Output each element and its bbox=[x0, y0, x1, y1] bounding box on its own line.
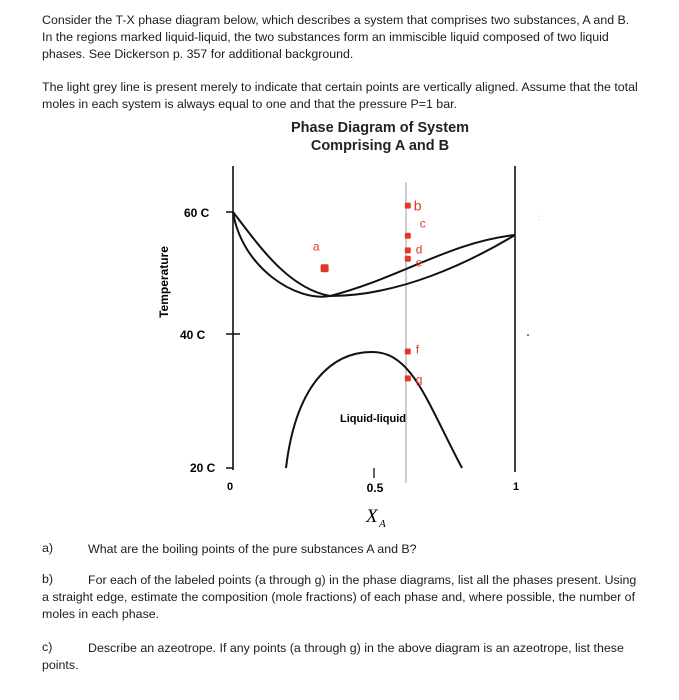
point-b-label: b bbox=[413, 197, 422, 214]
x-tick-label-05: 0.5 bbox=[366, 481, 384, 495]
point-g-marker bbox=[405, 375, 411, 381]
point-e-marker bbox=[405, 256, 411, 262]
x-axis-label: X bbox=[366, 506, 378, 527]
point-d-marker bbox=[405, 247, 411, 253]
point-c-label: c bbox=[419, 216, 426, 231]
y-tick-label-60: 60 C bbox=[184, 206, 210, 220]
x-axis-label-subscript: A bbox=[379, 518, 386, 530]
question-b-label: b) bbox=[42, 572, 54, 586]
point-c-marker bbox=[405, 233, 411, 239]
x-tick-label-0: 0 bbox=[226, 481, 234, 493]
point-g-label: g bbox=[415, 372, 423, 387]
point-a-marker bbox=[321, 264, 329, 272]
lower-left-curve bbox=[233, 212, 330, 297]
tick-mark-small: : bbox=[538, 213, 541, 222]
question-c-label: c) bbox=[42, 640, 53, 654]
question-c-text: Describe an azeotrope. If any points (a through g) in the above diagram is an azeotrope, list these points. bbox=[42, 641, 624, 672]
question-b-text: For each of the labeled points (a through g) in the phase diagrams, list all the phases present. Using a straight edge, estimate the composition (mole fractions) of each phase and, where possible, the number of moles in each phase. bbox=[42, 573, 637, 621]
upper-right-curve bbox=[330, 235, 515, 296]
y-tick-label-40: 40 C bbox=[180, 328, 206, 342]
point-e-label: e bbox=[415, 255, 423, 270]
point-d-label: d bbox=[415, 242, 423, 257]
point-a-label: a bbox=[312, 239, 320, 254]
figure-title-line-1: Phase Diagram of System bbox=[290, 120, 470, 136]
intro-paragraph-1: Consider the T-X phase diagram below, which describes a system that comprises two substances, A and B. In the regions marked liquid-liquid, the two substances form an immiscible liquid composed of two liquid phases. See Dickerson p. 357 for additional background. bbox=[42, 13, 630, 61]
point-b-marker bbox=[405, 203, 411, 209]
question-a-label: a) bbox=[42, 541, 54, 555]
y-tick-label-20: 20 C bbox=[190, 461, 216, 475]
figure-title-line-2: Comprising A and B bbox=[310, 138, 450, 154]
intro-paragraph-2: The light grey line is present merely to indicate that certain points are vertically aligned. Assume that the total moles in each system is always equal to one and that the pressure P=1 bar. bbox=[42, 80, 638, 111]
point-f-marker bbox=[405, 349, 411, 355]
liquid-liquid-dome bbox=[286, 352, 462, 468]
point-f-label: f bbox=[415, 342, 420, 357]
question-a-text: What are the boiling points of the pure substances A and B? bbox=[88, 542, 417, 556]
y-axis-label: Temperature bbox=[157, 246, 171, 318]
x-tick-label-1: 1 bbox=[512, 481, 520, 493]
dot-mark bbox=[527, 334, 529, 336]
region-label-liquid-liquid: Liquid-liquid bbox=[340, 413, 406, 425]
